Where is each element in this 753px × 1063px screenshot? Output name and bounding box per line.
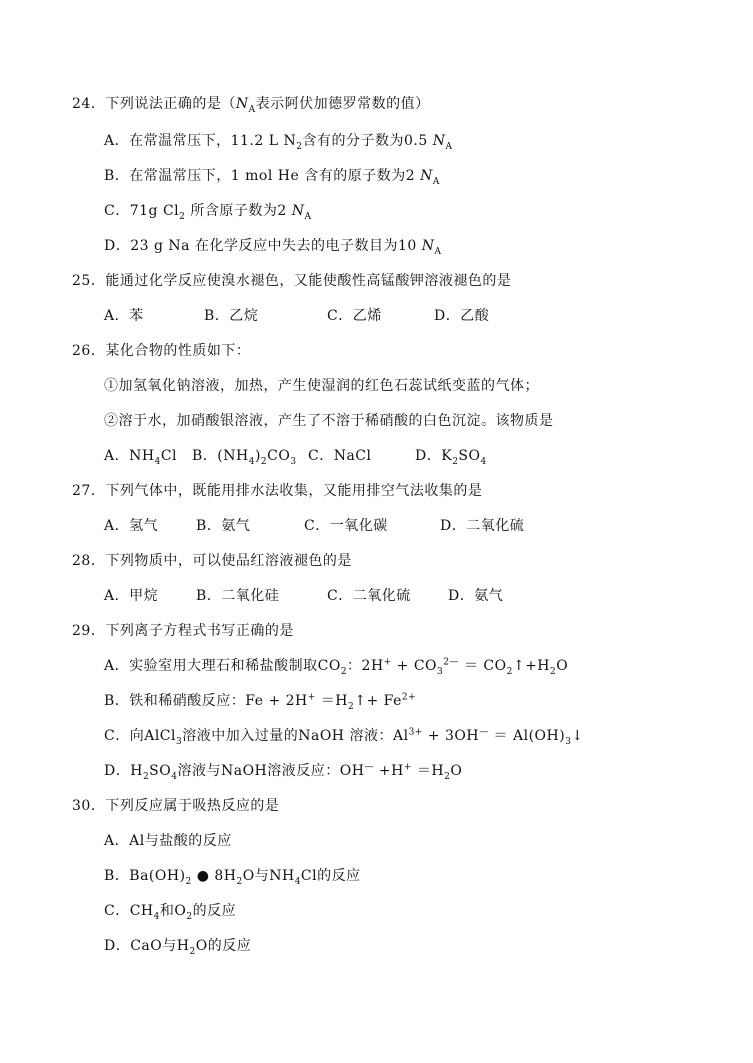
option-d: D．氨气 [448,588,504,604]
subscript: 2 [452,456,459,467]
subscript: A [304,211,312,222]
question-24-option-d [104,236,441,256]
option-text: ↑+ Fe [354,693,402,709]
question-30-stem [72,796,279,816]
option-b [192,446,297,466]
subscript: 4 [171,771,178,782]
subscript: 4 [248,456,255,467]
option-text: ＝ CO [459,658,507,674]
superscript: + [383,657,392,668]
option-a: A．甲烷 [104,588,159,604]
question-number: 24． [72,96,106,112]
option-text: A．在常温常压下，11.2 L N [104,133,297,149]
na-symbol: N [420,168,433,184]
question-28-stem [72,551,352,571]
option-text: 所含原子数为2 [185,203,292,219]
na-symbol: N [291,203,305,219]
option-a [104,446,177,466]
option-text: B．在常温常压下，1 mol He 含有的原子数为2 [104,168,421,184]
question-26-stem [72,341,250,361]
option-text: C．CH [104,903,154,919]
option-b: B．乙烷 [204,308,259,324]
subscript: 4 [294,876,301,887]
option-text: 含有的分子数为0.5 [302,133,433,149]
subscript: 2 [179,211,186,222]
option-text: ＝ Al(OH) [488,728,566,744]
question-29-stem [72,621,294,641]
option-text: ＝H [411,763,445,779]
option-text: O与NH [242,868,295,884]
option-text: ↓ [571,728,584,744]
subscript: A [432,176,440,187]
subscript: 2 [260,456,268,467]
option-text: A．NH [104,448,155,464]
superscript: — [479,727,489,738]
option-d [415,446,487,466]
subscript: 2 [296,141,303,152]
superscript: + [307,692,316,703]
superscript: — [364,762,374,773]
option-text: O [450,763,463,779]
option-text: ↑+H [512,658,551,674]
option-b: B．二氧化硅 [196,588,280,604]
question-number: 26． [72,343,106,359]
na-symbol: N [235,96,249,112]
question-29-option-c [104,726,584,746]
question-30-option-a [104,831,232,851]
option-text: D．CaO与H [104,938,190,954]
option-text: ＝H [315,693,348,709]
option-text: B．铁和稀硝酸反应：Fe + 2H [104,693,308,709]
option-c: C．二氧化硫 [327,588,411,604]
option-text: C．NaCl [308,448,372,464]
option-text: B．(NH [192,448,249,464]
option-a: A．氢气 [104,518,159,534]
subscript: A [434,246,442,257]
subscript: 2 [189,946,196,957]
question-27-stem [72,481,482,501]
question-25-stem [72,271,511,291]
option-text: Cl的反应 [300,868,361,884]
option-text: C．71g Cl [104,203,180,219]
option-text: O [556,658,569,674]
question-26-property-1: ①加氢氧化钠溶液，加热，产生使湿润的红色石蕊试纸变蓝的气体； [104,378,539,394]
subscript: 2 [444,771,451,782]
question-number: 27． [72,483,106,499]
question-24-option-b [104,166,440,186]
option-text: ：2H [347,658,384,674]
stem-text: 下列离子方程式书写正确的是 [105,623,294,639]
option-text: ) [254,448,261,464]
option-text: D．23 g Na 在化学反应中失去的电子数目为10 [104,238,422,254]
stem-text: 下列说法正确的是（ [105,96,236,112]
stem-text: 表示阿伏加德罗常数的值） [255,96,430,112]
question-29-option-d [104,761,462,781]
subscript: 4 [154,456,161,467]
subscript: 2 [236,876,243,887]
superscript: + [403,762,412,773]
subscript: 3 [176,736,183,747]
question-30-option-b [104,866,361,886]
question-24-stem [72,94,430,114]
question-24-option-c [104,201,311,221]
superscript: 3+ [408,727,423,738]
option-text: CO [267,448,291,464]
stem-text: 某化合物的性质如下： [105,343,251,359]
option-text: 和O [159,903,187,919]
subscript: 2 [142,771,150,782]
stem-text: 能通过化学反应使溴水褪色，又能使酸性高锰酸钾溶液褪色的是 [105,273,512,289]
subscript: 2 [506,666,513,677]
question-29-option-b [104,691,416,711]
subscript: 3 [290,456,297,467]
option-text: D．H [104,763,143,779]
option-text: SO [149,763,172,779]
subscript: 4 [480,456,487,467]
option-c: C．乙烯 [327,308,382,324]
option-text: B．Ba(OH) [104,868,186,884]
option-d: D．乙酸 [434,308,490,324]
option-text: + 3OH [422,728,480,744]
question-24-option-a [104,131,452,151]
option-text: 溶液与NaOH溶液反应：OH [177,763,365,779]
subscript: 2 [185,876,192,887]
option-text: A．Al与盐酸的反应 [104,833,232,849]
subscript: 2 [340,666,348,677]
option-text: SO [458,448,481,464]
option-b: B．氨气 [196,518,251,534]
option-text: 溶液中加入过量的NaOH 溶液：Al [182,728,409,744]
option-text: 的反应 [192,903,237,919]
question-number: 29． [72,623,106,639]
option-text: ● 8H [191,868,237,884]
stem-text: 下列反应属于吸热反应的是 [105,798,280,814]
question-30-option-c [104,901,236,921]
option-text: A．实验室用大理石和稀盐酸制取CO [104,658,341,674]
option-text: D．K [415,448,453,464]
option-text: +H [373,763,404,779]
superscript: 2— [443,657,460,668]
question-26-property-2: ②溶于水，加硝酸银溶液，产生了不溶于稀硝酸的白色沉淀。该物质是 [104,413,554,429]
option-text: O的反应 [195,938,252,954]
option-d: D．二氧化硫 [440,518,525,534]
subscript: 2 [348,701,355,712]
stem-text: 下列物质中，可以使品红溶液褪色的是 [105,553,352,569]
option-text: C．向AlCl [104,728,176,744]
option-c: C．一氧化碳 [304,518,388,534]
question-30-option-d [104,936,251,956]
option-c [308,446,372,466]
question-number: 28． [72,553,106,569]
na-symbol: N [421,238,435,254]
superscript: 2+ [401,692,417,703]
subscript: 4 [153,911,160,922]
subscript: A [445,141,453,152]
question-number: 30． [72,798,106,814]
option-a: A．苯 [104,308,144,324]
subscript: 3 [565,736,572,747]
subscript: 2 [186,911,193,922]
subscript: A [248,104,256,115]
na-symbol: N [432,133,446,149]
stem-text: 下列气体中，既能用排水法收集，又能用排空气法收集的是 [105,483,483,499]
subscript: 3 [437,666,444,677]
option-text: Cl [160,448,178,464]
question-29-option-a [104,656,568,676]
option-text: + CO [391,658,438,674]
question-number: 25． [72,273,106,289]
subscript: 2 [550,666,557,677]
